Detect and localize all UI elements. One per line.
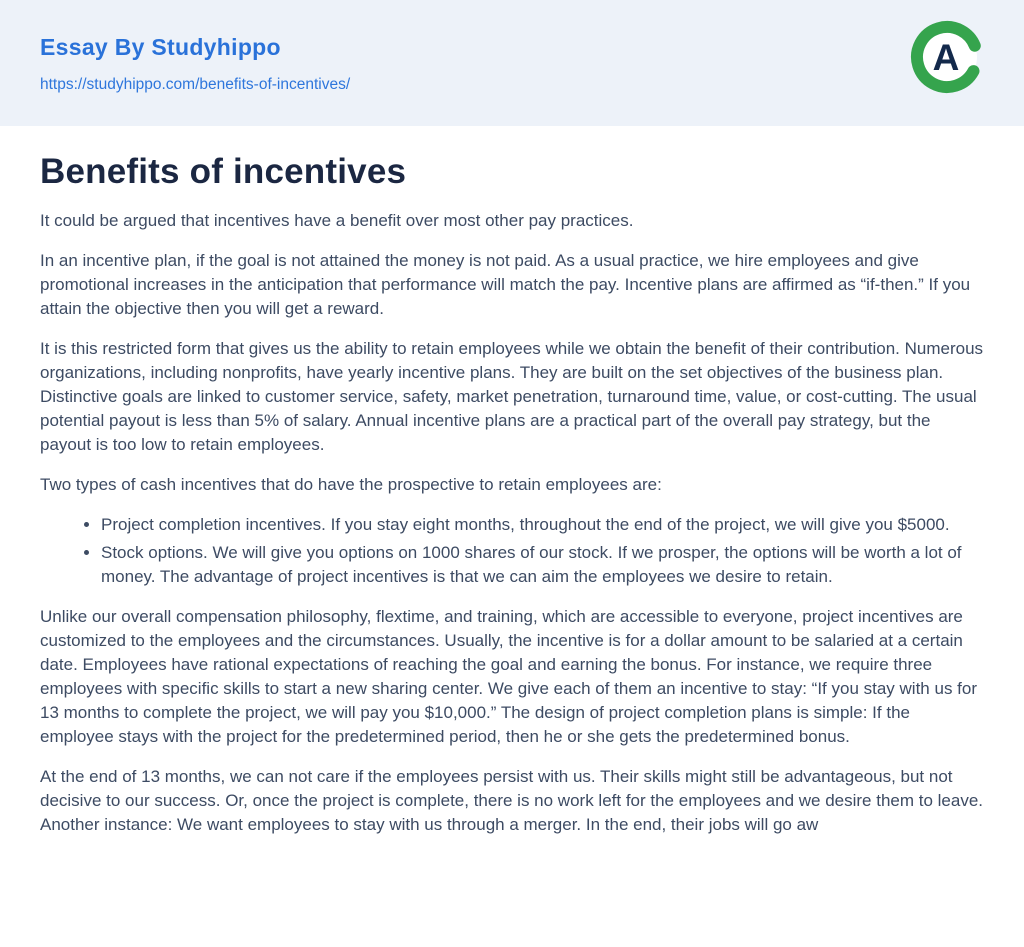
studyhippo-logo	[909, 19, 985, 95]
page-title: Benefits of incentives	[40, 152, 407, 191]
essay-content	[0, 126, 1024, 837]
logo-ring-icon	[909, 19, 985, 95]
incentive-list	[40, 513, 984, 589]
list-item: • Project completion incentives. If you stay eight months, throughout the end of the project, we will give you $5000.	[101, 513, 984, 537]
list-item: • Stock options. We will give you options on 1000 shares of our stock. If we prosper, the options will be worth a lot of money. The advantage of project incentives is that we can aim the employees we desire to retain.	[101, 541, 984, 589]
paragraph-4: Two types of cash incentives that do have the prospective to retain employees are:	[40, 475, 662, 494]
source-url-link[interactable]: https://studyhippo.com/benefits-of-incentives/	[40, 76, 351, 93]
paragraph-6: At the end of 13 months, we can not care if the employees persist with us. Their skills might still be advantageous, but not decisive to our success. Or, once the project is complete, there is no work left for the employees and we desire them to leave. Another instance: We want employees to stay with us through a merger. In the end, their jobs will go aw	[40, 767, 984, 834]
page-header	[0, 0, 1024, 126]
paragraph-1: It could be argued that incentives have a benefit over most other pay practices.	[40, 211, 634, 230]
site-title: Essay By Studyhippo	[40, 34, 281, 60]
paragraph-5: Unlike our overall compensation philosophy, flextime, and training, which are accessible to everyone, project incentives are customized to the employees and the circumstances. Usually, the incentive is for a dollar amount to be salaried at a certain date. Employees have rational expectations of reaching the goal and earning the bonus. For instance, we require three employees with specific skills to start a new sharing center. We give each of them an incentive to stay: “If you stay with us for 13 months to complete the project, we will pay you $10,000.” The design of project completion plans is simple: If the employee stays with the project for the predetermined period, then he or she gets the predetermined bonus.	[40, 607, 978, 746]
paragraph-2: In an incentive plan, if the goal is not attained the money is not paid. As a usual practice, we hire employees and give promotional increases in the anticipation that performance will match the pay. Incentive plans are affirmed as “if-then.” If you attain the objective then you will get a reward.	[40, 251, 971, 318]
paragraph-3: It is this restricted form that gives us the ability to retain employees while we obtain the benefit of their contribution. Numerous organizations, including nonprofits, have yearly incentive plans. They are built on the set objectives of the business plan. Distinctive goals are linked to customer service, safety, market penetration, turnaround time, value, or cost-cutting. The usual potential payout is less than 5% of salary. Annual incentive plans are a practical part of the overall pay strategy, but the payout is too low to retain employees.	[40, 339, 984, 454]
logo-letter: A	[932, 37, 960, 78]
